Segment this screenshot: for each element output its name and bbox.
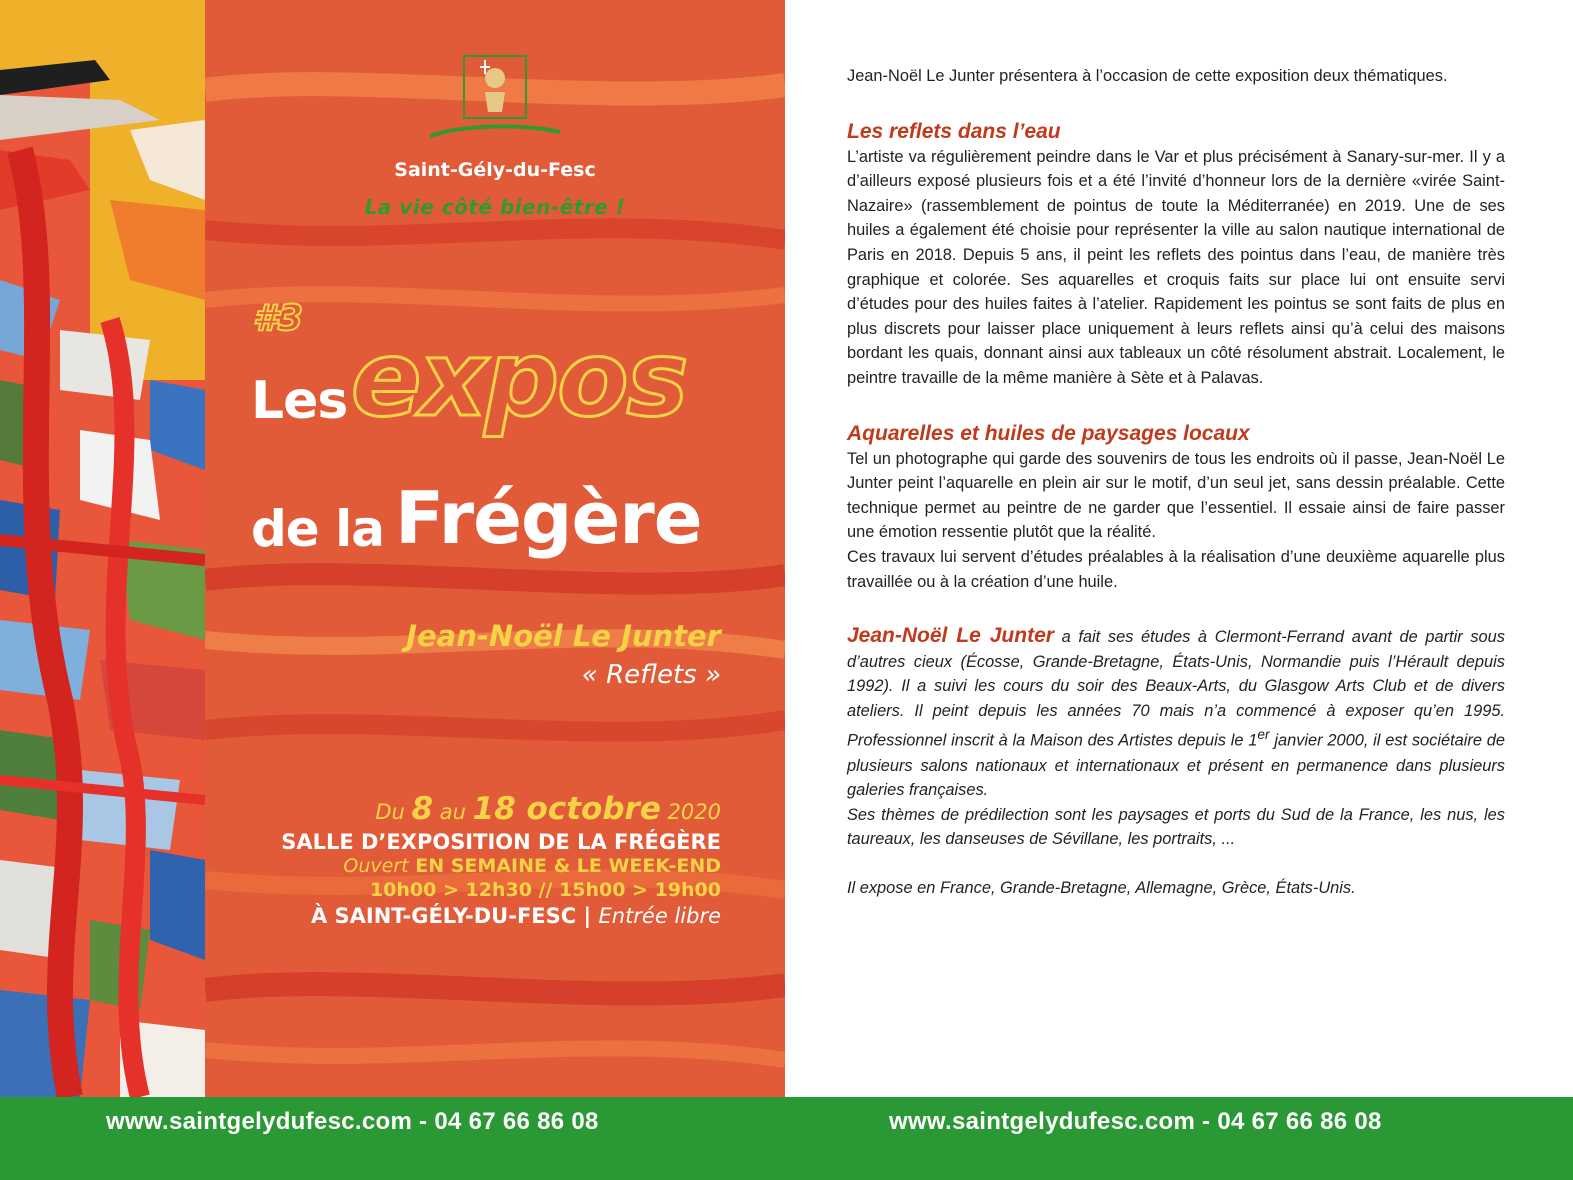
painting-strip: [0, 0, 205, 1097]
logo-tagline: La vie côté bien-être !: [364, 195, 626, 219]
artist-name: Jean-Noël Le Junter: [406, 619, 721, 653]
event-dates: Du 8 au 18 octobre 2020: [375, 791, 721, 827]
section-title-aquarelles: Aquarelles et huiles de paysages locaux: [847, 421, 1250, 445]
edition-number: #3: [253, 298, 304, 339]
exhibition-poster: [205, 0, 785, 1097]
artist-biography: Jean-Noël Le Junter a fait ses études à Clermont-Ferrand avant de partir sous d’autres cieux (Écosse, Grande-Bretagne, États-Unis, Normandie puis l’Hérault depuis 1992). Il a suivi les cours du soir des Beaux-Arts, du Glasgow Arts Club et de divers ateliers. Il peint depuis les années 70 mais n’a commencé à exposer qu’en 1995. Professionnel inscrit à la Maison des Artistes depuis le 1er janvier 2000, il est sociétaire de plusieurs salons nationaux et internationaux et présent en permanence dans plusieurs galeries françaises.: [847, 624, 1505, 800]
exhibition-subtitle: « Reflets »: [581, 660, 721, 690]
event-city: À SAINT-GÉLY-DU-FESC | Entrée libre: [310, 903, 721, 928]
title-expos: expos: [351, 318, 687, 440]
bio-themes: Ses thèmes de prédilection sont les paysages et ports du Sud de la France, les nus, les taureaux, les danseuses de Sévillane, les portraits, ...: [847, 805, 1505, 849]
title-fregere: Frégère: [395, 476, 702, 560]
event-info: [205, 790, 721, 929]
footer-bar: [0, 1097, 1573, 1180]
event-venue: SALLE D’EXPOSITION DE LA FRÉGÈRE: [281, 829, 721, 854]
town-crest-icon: [460, 52, 530, 122]
section-text-aquarelles-2: Ces travaux lui servent d’études préalables à la réalisation d’une deuxième aquarelle plus travaillée ou à la création d’une huile.: [847, 547, 1505, 591]
article-intro: Jean-Noël Le Junter présentera à l’occasion de cette exposition deux thématiques.: [847, 67, 1448, 85]
section-text-aquarelles-1: Tel un photographe qui garde des souvenirs de tous les endroits où il passe, Jean-Noël Le Junter peint l’aquarelle en plein air sur le motif, d’un seul jet, sans dessin préalable. Cette technique permet au peintre de ne garder que l’essentiel. Il essaie ainsi de faire passer une émotion ressentie plutôt que la réalité.: [847, 449, 1505, 542]
town-logo: [205, 52, 785, 219]
opening-hours: 10h00 > 12h30 // 15h00 > 19h00: [369, 878, 721, 901]
footer-contact-left: www.saintgelydufesc.com - 04 67 66 86 08: [106, 1108, 599, 1135]
section-title-reflets: Les reflets dans l’eau: [847, 119, 1061, 143]
bio-exhibits: Il expose en France, Grande-Bretagne, Allemagne, Grèce, États-Unis.: [847, 878, 1356, 897]
logo-town-name: Saint-Gély-du-Fesc: [394, 159, 596, 181]
bio-artist-name: Jean-Noël Le Junter: [847, 624, 1054, 648]
section-text-reflets: L’artiste va régulièrement peindre dans le Var et plus précisément à Sanary-sur-mer. Il y a d’ailleurs exposé plusieurs fois et a été l’invité d’honneur lors de la dernière «virée Saint-Nazaire» (rassemblement de pointus de toute la Méditerranée) en 2019. Une de ses huiles a également été choisie pour représenter la ville au salon nautique international de Paris en 2018. Depuis 5 ans, il peint les reflets des pointus dans l’eau, de manière très graphique et colorée. Ses aquarelles et croquis faits sur place lui ont ensuite servi d’études pour des huiles faites à l’atelier. Rapidement les pointus se sont faits de plus en plus discrets pour laisser place uniquement à leurs reflets ainsi qu’à celui des maisons bordant les quais, donnant ainsi aux tableaux un côté résolument abstrait. Localement, le peintre travaille de la même manière à Sète et à Palavas.: [847, 147, 1505, 387]
abstract-painting: [0, 0, 205, 1097]
footer-contact-right: www.saintgelydufesc.com - 04 67 66 86 08: [889, 1108, 1382, 1135]
opening-days: Ouvert EN SEMAINE & LE WEEK-END: [343, 855, 721, 877]
title-de-la: de la: [251, 500, 384, 558]
green-swoosh-icon: [425, 122, 565, 138]
article: [847, 64, 1505, 901]
title-les: Les: [251, 371, 348, 431]
